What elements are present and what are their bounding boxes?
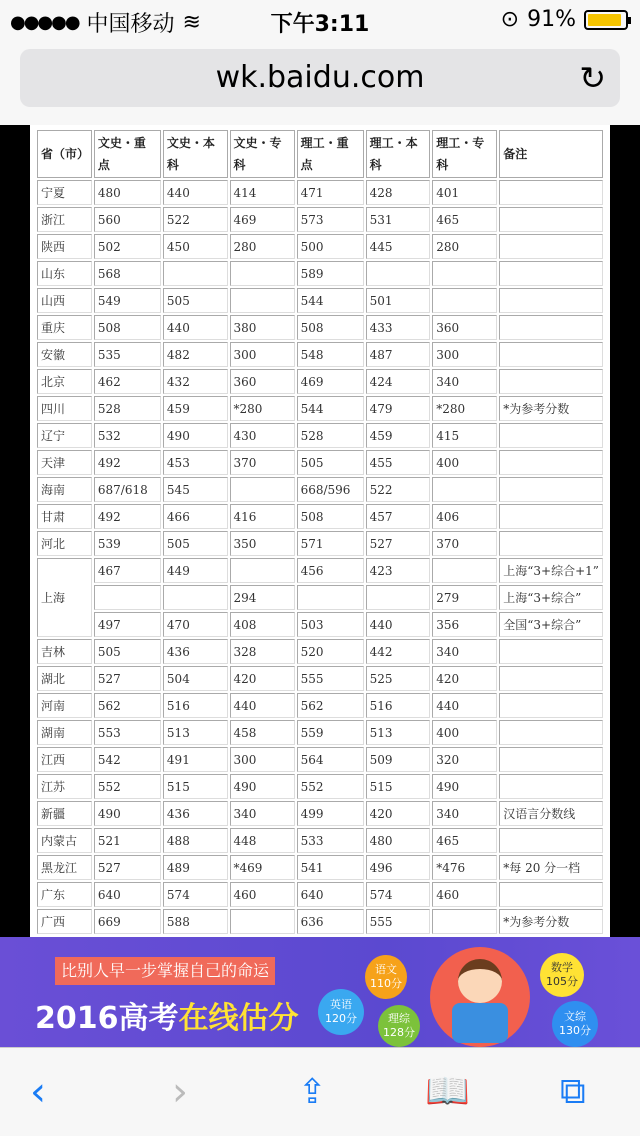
score-cell: 370 <box>432 531 497 556</box>
score-cell <box>366 585 431 610</box>
score-cell <box>366 261 431 286</box>
table-row <box>37 774 603 799</box>
score-cell: 460 <box>230 882 295 907</box>
reload-icon[interactable]: ↻ <box>579 59 606 97</box>
address-bar <box>0 40 640 125</box>
note-cell <box>499 261 603 286</box>
province-cell: 陕西 <box>37 234 92 259</box>
score-cell: 470 <box>163 612 228 637</box>
note-cell <box>499 504 603 529</box>
score-cell: 687/618 <box>94 477 161 502</box>
table-row <box>37 450 603 475</box>
score-cell: 280 <box>432 234 497 259</box>
table-row <box>37 747 603 772</box>
table-row <box>37 504 603 529</box>
province-cell: 湖北 <box>37 666 92 691</box>
score-cell <box>230 288 295 313</box>
score-cell <box>297 585 364 610</box>
table-row <box>37 369 603 394</box>
score-cell: 453 <box>163 450 228 475</box>
carrier: 中国移动 <box>86 12 175 37</box>
bubble-humanities: 文综 130分 <box>552 1001 598 1047</box>
column-header: 理工・重点 <box>297 130 364 178</box>
score-cell: 528 <box>297 423 364 448</box>
score-cell: 539 <box>94 531 161 556</box>
note-cell <box>499 639 603 664</box>
province-cell: 湖南 <box>37 720 92 745</box>
score-cell: 436 <box>163 639 228 664</box>
note-cell: 上海“3+综合+1” <box>499 558 603 583</box>
banner-title-highlight: 在线估分 <box>178 1001 299 1036</box>
score-cell: 340 <box>432 639 497 664</box>
score-cell: 459 <box>163 396 228 421</box>
score-cell: 497 <box>94 612 161 637</box>
score-cell: 508 <box>297 315 364 340</box>
score-cell: 553 <box>94 720 161 745</box>
score-cell: 505 <box>163 288 228 313</box>
url-field[interactable] <box>20 49 620 107</box>
score-cell: 440 <box>163 315 228 340</box>
score-cell: *469 <box>230 855 295 880</box>
table-row <box>37 315 603 340</box>
score-cell: 531 <box>366 207 431 232</box>
bookmarks-icon[interactable]: 📖 <box>425 1071 470 1112</box>
bubble-science: 理综 128分 <box>378 1005 420 1047</box>
score-cell: 541 <box>297 855 364 880</box>
note-cell <box>499 882 603 907</box>
score-cell: 488 <box>163 828 228 853</box>
province-cell: 宁夏 <box>37 180 92 205</box>
score-cell: 560 <box>94 207 161 232</box>
score-cell: 482 <box>163 342 228 367</box>
province-cell: 山东 <box>37 261 92 286</box>
score-cell: 513 <box>163 720 228 745</box>
province-cell: 山西 <box>37 288 92 313</box>
table-row <box>37 261 603 286</box>
score-cell: 522 <box>163 207 228 232</box>
score-cell: 489 <box>163 855 228 880</box>
score-cell <box>432 558 497 583</box>
table-row <box>37 423 603 448</box>
battery-percent: 91% <box>527 7 576 32</box>
score-cell: 456 <box>297 558 364 583</box>
score-cell: 564 <box>297 747 364 772</box>
score-cell: 450 <box>163 234 228 259</box>
note-cell <box>499 369 603 394</box>
score-cell: 515 <box>163 774 228 799</box>
score-cell <box>230 477 295 502</box>
share-icon[interactable]: ⇪ <box>298 1072 327 1112</box>
score-cell: 527 <box>94 855 161 880</box>
table-row <box>37 612 603 637</box>
score-cell: 504 <box>163 666 228 691</box>
note-cell <box>499 180 603 205</box>
province-cell: 黑龙江 <box>37 855 92 880</box>
score-cell <box>163 585 228 610</box>
table-row <box>37 801 603 826</box>
score-cell: 574 <box>366 882 431 907</box>
score-cell: 636 <box>297 909 364 934</box>
note-cell: *为参考分数 <box>499 396 603 421</box>
score-cell: 568 <box>94 261 161 286</box>
note-cell <box>499 207 603 232</box>
score-cell: 479 <box>366 396 431 421</box>
status-bar <box>0 0 640 40</box>
score-cell: 424 <box>366 369 431 394</box>
score-cell: 574 <box>163 882 228 907</box>
score-cell: 445 <box>366 234 431 259</box>
score-cell: 400 <box>432 450 497 475</box>
score-cell: *280 <box>432 396 497 421</box>
table-row <box>37 207 603 232</box>
score-cell <box>432 288 497 313</box>
score-cell: 496 <box>366 855 431 880</box>
score-cell: 465 <box>432 828 497 853</box>
table-row <box>37 828 603 853</box>
score-cell: 515 <box>366 774 431 799</box>
score-cell: 555 <box>297 666 364 691</box>
score-cell: 588 <box>163 909 228 934</box>
score-cell: 528 <box>94 396 161 421</box>
score-cell: 480 <box>366 828 431 853</box>
score-cell: 487 <box>366 342 431 367</box>
table-row <box>37 531 603 556</box>
score-cell: 490 <box>432 774 497 799</box>
table-row <box>37 882 603 907</box>
score-cell: 420 <box>230 666 295 691</box>
province-cell: 甘肃 <box>37 504 92 529</box>
table-row <box>37 585 603 610</box>
score-cell: 294 <box>230 585 295 610</box>
score-cell: 469 <box>297 369 364 394</box>
score-cell: 467 <box>94 558 161 583</box>
score-cell: 406 <box>432 504 497 529</box>
score-cell: 448 <box>230 828 295 853</box>
note-cell <box>499 531 603 556</box>
score-cell: 436 <box>163 801 228 826</box>
note-cell <box>499 666 603 691</box>
score-cell: 509 <box>366 747 431 772</box>
tabs-icon[interactable]: ⧉ <box>560 1071 586 1112</box>
score-cell: 562 <box>94 693 161 718</box>
score-cell: 401 <box>432 180 497 205</box>
score-cell: 414 <box>230 180 295 205</box>
score-cell: 544 <box>297 288 364 313</box>
note-cell: 全国“3+综合” <box>499 612 603 637</box>
bubble-chinese: 语文 110分 <box>365 955 407 999</box>
score-cell: 423 <box>366 558 431 583</box>
score-cell: 502 <box>94 234 161 259</box>
score-cell: 455 <box>366 450 431 475</box>
note-cell <box>499 450 603 475</box>
province-cell: 江西 <box>37 747 92 772</box>
note-cell <box>499 423 603 448</box>
score-cell: 440 <box>163 180 228 205</box>
province-cell: 广西 <box>37 909 92 934</box>
note-cell <box>499 315 603 340</box>
score-cell: 320 <box>432 747 497 772</box>
score-cell: 505 <box>297 450 364 475</box>
province-cell: 四川 <box>37 396 92 421</box>
score-cell: 280 <box>230 234 295 259</box>
score-cell: 521 <box>94 828 161 853</box>
score-cell: 490 <box>230 774 295 799</box>
province-cell: 江苏 <box>37 774 92 799</box>
note-cell <box>499 828 603 853</box>
score-cell: 449 <box>163 558 228 583</box>
score-cell: 471 <box>297 180 364 205</box>
province-cell: 北京 <box>37 369 92 394</box>
wifi-icon: ≋ <box>182 10 201 35</box>
score-cell: 370 <box>230 450 295 475</box>
table-row <box>37 720 603 745</box>
score-cell: 508 <box>94 315 161 340</box>
score-cell: 408 <box>230 612 295 637</box>
score-cell: 573 <box>297 207 364 232</box>
score-cell: 440 <box>432 693 497 718</box>
score-cell: 465 <box>432 207 497 232</box>
browser-toolbar <box>0 1047 640 1136</box>
note-cell <box>499 747 603 772</box>
province-cell: 内蒙古 <box>37 828 92 853</box>
note-cell: 上海“3+综合” <box>499 585 603 610</box>
score-cell: 428 <box>366 180 431 205</box>
province-cell: 浙江 <box>37 207 92 232</box>
banner-slogan: 比别人早一步掌握自己的命运 <box>55 957 275 985</box>
score-cell: 562 <box>297 693 364 718</box>
score-cell: 491 <box>163 747 228 772</box>
column-header: 文史・重点 <box>94 130 161 178</box>
battery-icon <box>584 10 628 30</box>
score-cell: 442 <box>366 639 431 664</box>
table-header <box>37 130 603 178</box>
note-cell: 汉语言分数线 <box>499 801 603 826</box>
score-cell <box>94 585 161 610</box>
score-cell: 516 <box>163 693 228 718</box>
score-cell <box>230 558 295 583</box>
score-cell: 527 <box>366 531 431 556</box>
note-cell: *为参考分数 <box>499 909 603 934</box>
province-cell: 河南 <box>37 693 92 718</box>
score-cell: 552 <box>94 774 161 799</box>
score-cell: 640 <box>297 882 364 907</box>
score-cell: 501 <box>366 288 431 313</box>
score-cell: 440 <box>230 693 295 718</box>
score-cell: 545 <box>163 477 228 502</box>
column-header: 理工・专科 <box>432 130 497 178</box>
province-cell: 新疆 <box>37 801 92 826</box>
score-cell: 549 <box>94 288 161 313</box>
score-cell: 458 <box>230 720 295 745</box>
score-cell: 503 <box>297 612 364 637</box>
note-cell <box>499 234 603 259</box>
note-cell: *每 20 分一档 <box>499 855 603 880</box>
score-cell: *280 <box>230 396 295 421</box>
score-cell <box>230 909 295 934</box>
score-cell: 459 <box>366 423 431 448</box>
column-header: 备注 <box>499 130 603 178</box>
province-cell: 吉林 <box>37 639 92 664</box>
score-cell: 640 <box>94 882 161 907</box>
score-cell: 669 <box>94 909 161 934</box>
forward-icon[interactable]: › <box>172 1069 188 1115</box>
table-row <box>37 855 603 880</box>
score-cell: 548 <box>297 342 364 367</box>
score-cell: 490 <box>163 423 228 448</box>
score-cell: 360 <box>432 315 497 340</box>
score-cell: 469 <box>230 207 295 232</box>
score-cell: 420 <box>366 801 431 826</box>
score-cell: 340 <box>432 801 497 826</box>
score-cell: 356 <box>432 612 497 637</box>
table-row <box>37 288 603 313</box>
score-cell: 500 <box>297 234 364 259</box>
score-cell: 527 <box>94 666 161 691</box>
province-cell: 安徽 <box>37 342 92 367</box>
bubble-math: 数学 105分 <box>540 953 584 997</box>
note-cell <box>499 342 603 367</box>
score-table <box>35 128 605 936</box>
score-cell: *476 <box>432 855 497 880</box>
score-cell: 571 <box>297 531 364 556</box>
column-header: 省（市） <box>37 130 92 178</box>
score-cell: 279 <box>432 585 497 610</box>
score-cell <box>230 261 295 286</box>
table-row <box>37 342 603 367</box>
score-cell: 513 <box>366 720 431 745</box>
score-cell: 525 <box>366 666 431 691</box>
score-cell: 466 <box>163 504 228 529</box>
score-cell: 544 <box>297 396 364 421</box>
score-cell: 532 <box>94 423 161 448</box>
score-cell: 480 <box>94 180 161 205</box>
score-cell: 499 <box>297 801 364 826</box>
score-cell: 462 <box>94 369 161 394</box>
score-cell: 552 <box>297 774 364 799</box>
note-cell <box>499 288 603 313</box>
table-row <box>37 693 603 718</box>
note-cell <box>499 693 603 718</box>
score-cell: 360 <box>230 369 295 394</box>
province-cell: 广东 <box>37 882 92 907</box>
score-cell: 300 <box>230 747 295 772</box>
score-cell: 505 <box>163 531 228 556</box>
bubble-english: 英语 120分 <box>318 989 364 1035</box>
rotation-lock-icon: ⊙ <box>500 7 520 32</box>
province-cell: 重庆 <box>37 315 92 340</box>
score-cell: 430 <box>230 423 295 448</box>
ad-banner[interactable] <box>0 937 640 1047</box>
score-cell: 433 <box>366 315 431 340</box>
score-cell: 380 <box>230 315 295 340</box>
score-cell <box>432 261 497 286</box>
score-cell: 420 <box>432 666 497 691</box>
table-row <box>37 909 603 934</box>
score-cell: 457 <box>366 504 431 529</box>
url-text: wk.baidu.com <box>215 60 425 95</box>
score-cell: 350 <box>230 531 295 556</box>
province-cell: 上海 <box>37 558 92 637</box>
score-cell: 505 <box>94 639 161 664</box>
score-cell <box>432 477 497 502</box>
score-cell: 589 <box>297 261 364 286</box>
province-cell: 天津 <box>37 450 92 475</box>
table-row <box>37 666 603 691</box>
score-cell: 300 <box>230 342 295 367</box>
back-icon[interactable]: ‹ <box>30 1069 46 1115</box>
score-cell: 522 <box>366 477 431 502</box>
score-cell: 555 <box>366 909 431 934</box>
note-cell <box>499 720 603 745</box>
banner-title <box>35 993 299 1037</box>
score-cell: 340 <box>432 369 497 394</box>
note-cell <box>499 477 603 502</box>
score-cell: 328 <box>230 639 295 664</box>
table-row <box>37 396 603 421</box>
score-cell: 542 <box>94 747 161 772</box>
score-cell <box>163 261 228 286</box>
score-cell: 460 <box>432 882 497 907</box>
student-illustration <box>430 947 530 1047</box>
score-cell: 559 <box>297 720 364 745</box>
score-cell: 340 <box>230 801 295 826</box>
score-cell: 440 <box>366 612 431 637</box>
note-cell <box>499 774 603 799</box>
clock: 下午3:11 <box>270 12 370 37</box>
province-cell: 河北 <box>37 531 92 556</box>
score-cell: 508 <box>297 504 364 529</box>
score-cell: 492 <box>94 504 161 529</box>
table-row <box>37 558 603 583</box>
score-cell: 432 <box>163 369 228 394</box>
score-cell: 535 <box>94 342 161 367</box>
score-cell: 533 <box>297 828 364 853</box>
province-cell: 海南 <box>37 477 92 502</box>
table-row <box>37 234 603 259</box>
signal-icon: ●●●●● <box>10 12 79 33</box>
score-cell: 492 <box>94 450 161 475</box>
score-cell: 415 <box>432 423 497 448</box>
page-content <box>30 125 610 937</box>
score-cell: 520 <box>297 639 364 664</box>
table-row <box>37 639 603 664</box>
score-cell: 516 <box>366 693 431 718</box>
score-cell <box>432 909 497 934</box>
column-header: 文史・专科 <box>230 130 295 178</box>
score-cell: 668/596 <box>297 477 364 502</box>
column-header: 文史・本科 <box>163 130 228 178</box>
banner-title-plain: 2016高考 <box>35 1001 179 1036</box>
column-header: 理工・本科 <box>366 130 431 178</box>
score-cell: 490 <box>94 801 161 826</box>
score-cell: 300 <box>432 342 497 367</box>
table-row <box>37 180 603 205</box>
score-cell: 400 <box>432 720 497 745</box>
score-cell: 416 <box>230 504 295 529</box>
province-cell: 辽宁 <box>37 423 92 448</box>
table-row <box>37 477 603 502</box>
